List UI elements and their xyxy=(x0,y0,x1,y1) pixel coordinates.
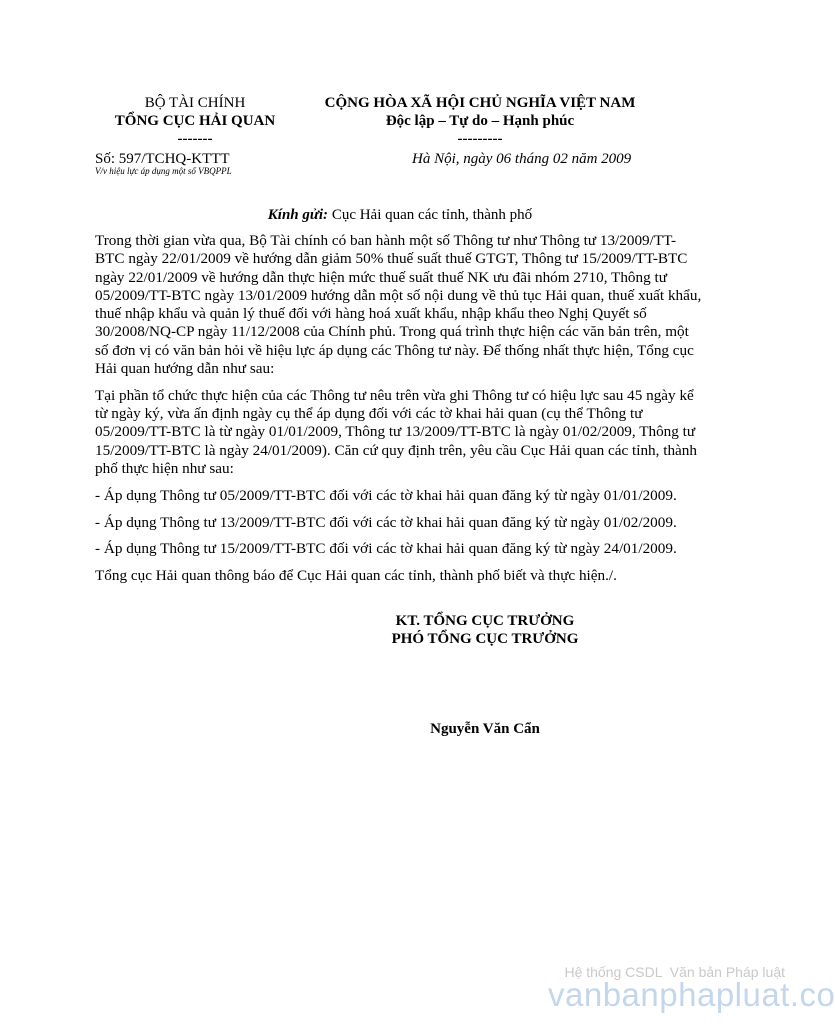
national-header xyxy=(300,94,660,148)
document-subject: V/v hiệu lực áp dụng một số VBQPPL xyxy=(95,166,232,176)
motto-rule: --------- xyxy=(457,131,503,147)
list-item: - Áp dụng Thông tư 05/2009/TT-BTC đối với các tờ khai hải quan đăng ký từ ngày 01/01/2009. xyxy=(95,486,677,504)
issuer-block xyxy=(95,94,295,148)
recipient-label: Kính gửi: xyxy=(267,207,329,223)
department-name: TỔNG CỤC HẢI QUAN xyxy=(114,113,276,129)
national-motto: Độc lập – Tự do – Hạnh phúc xyxy=(385,113,575,129)
signer-name: Nguyễn Văn Cẩn xyxy=(430,721,540,737)
recipient-value: Cục Hải quan các tỉnh, thành phố xyxy=(331,207,533,223)
paragraph-intro: Trong thời gian vừa qua, Bộ Tài chính có ban hành một số Thông tư như Thông tư 13/2009/TT-BTC ngày 22/01/2009 về hướng dẫn giảm 50% thuế suất thuế GTGT, Thông tư 15/2009/TT-BTC ngày 22/01/2009 về hướng dẫn thực hiện mức thuế suất thuế NK ưu đãi nhóm 2710, Thông tư 05/2009/TT-BTC ngày 13/01/2009 hướng dẫn một số nội dung về thủ tục Hải quan, thuế xuất khẩu, thuế nhập khẩu và quản lý thuế đối với hàng hoá xuất khẩu, nhập khẩu theo Nghị Quyết số 30/2008/NQ-CP ngày 11/12/2008 của Chính phủ. Trong quá trình thực hiện các văn bản trên, một số đơn vị có văn bản hỏi về hiệu lực áp dụng các Thông tư này. Để thống nhất thực hiện, Tổng cục Hải quan hướng dẫn như sau: xyxy=(95,232,702,378)
paragraph-effect: Tại phần tổ chức thực hiện của các Thông tư nêu trên vừa ghi Thông tư có hiệu lực sau 45 ngày kể từ ngày ký, vừa ấn định ngày cụ thể áp dụng đối với các tờ khai hải quan (cụ thể Thông tư 05/2009/TT-BTC là từ ngày 01/01/2009, Thông tư 13/2009/TT-BTC là ngày 01/02/2009, Thông tư 15/2009/TT-BTC là ngày 24/01/2009). Căn cứ quy định trên, yêu cầu Cục Hải quan các tỉnh, thành phố thực hiện như sau: xyxy=(95,386,697,478)
ministry-name: BỘ TÀI CHÍNH xyxy=(144,95,246,111)
document-number: Số: 597/TCHQ-KTTT xyxy=(95,151,230,167)
document-body xyxy=(95,232,705,594)
signature-title-2: PHÓ TỔNG CỤC TRƯỞNG xyxy=(391,631,579,647)
recipient-line xyxy=(95,206,705,224)
paragraph-closing: Tổng cục Hải quan thông báo để Cục Hải quan các tỉnh, thành phố biết và thực hiện./. xyxy=(95,567,617,585)
watermark-caption: Hệ thống CSDL Văn bản Pháp luật xyxy=(564,964,785,980)
signature-title-1: KT. TỔNG CỤC TRƯỞNG xyxy=(395,613,575,629)
list-item: - Áp dụng Thông tư 15/2009/TT-BTC đối với các tờ khai hải quan đăng ký từ ngày 24/01/2009. xyxy=(95,540,677,558)
watermark-site: vanbanphapluat.co xyxy=(548,976,835,1013)
signature-block xyxy=(360,612,610,648)
country-name: CỘNG HÒA XÃ HỘI CHỦ NGHĨA VIỆT NAM xyxy=(324,95,636,111)
place-date: Hà Nội, ngày 06 tháng 02 năm 2009 xyxy=(412,151,632,167)
issuer-rule: ------- xyxy=(177,131,213,147)
list-item: - Áp dụng Thông tư 13/2009/TT-BTC đối với các tờ khai hải quan đăng ký từ ngày 01/02/2009. xyxy=(95,513,677,531)
